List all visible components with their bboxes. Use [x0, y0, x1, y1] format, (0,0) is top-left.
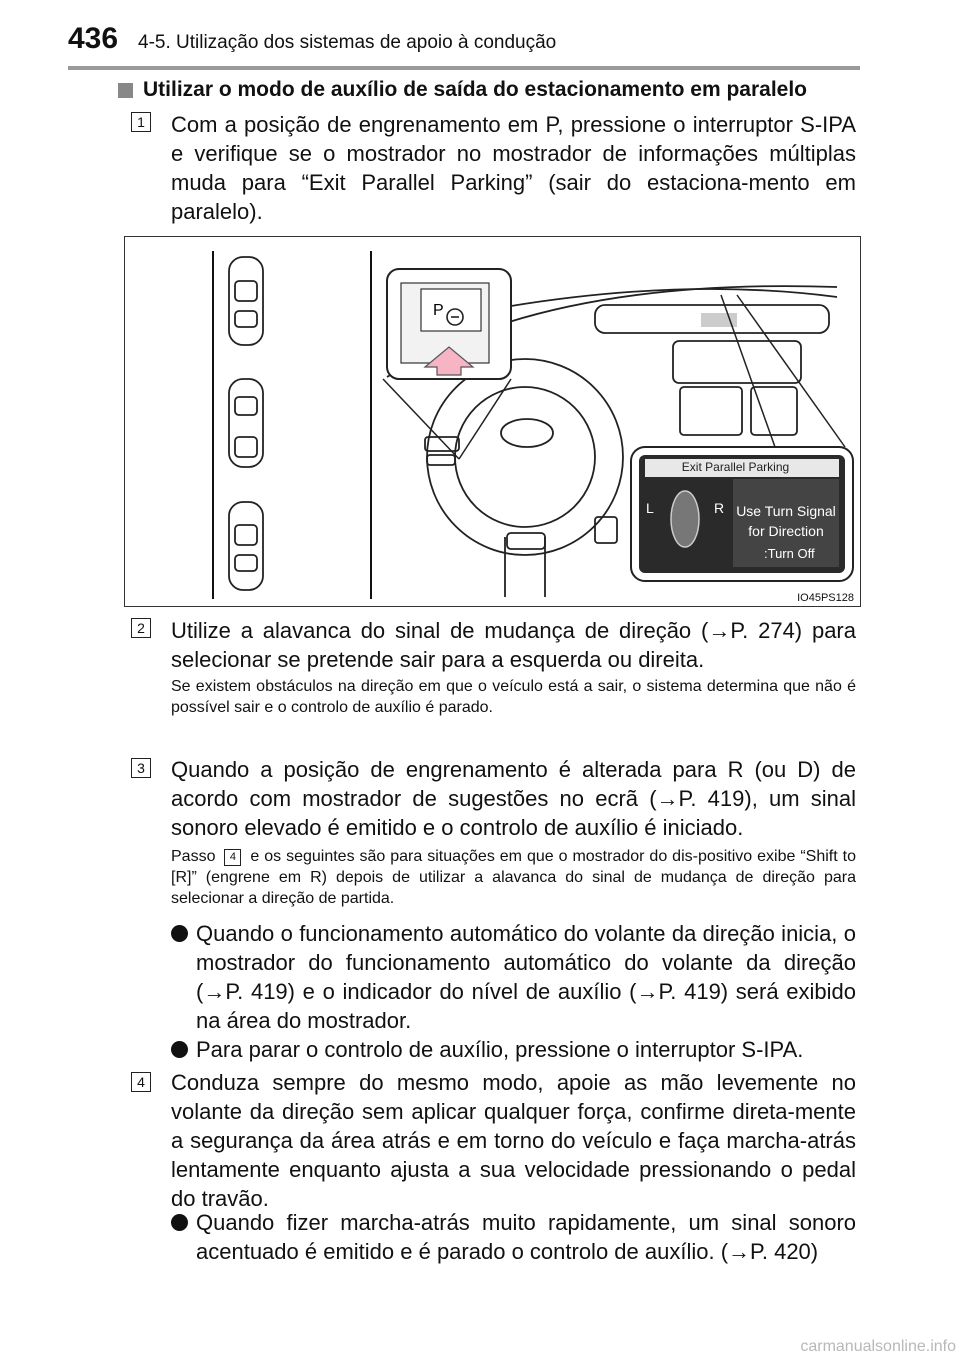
section-title-text: Utilizar o modo de auxílio de saída do estacionamento em paralelo [143, 78, 807, 101]
note-prefix: Passo [171, 848, 216, 865]
step-3-note [171, 846, 856, 909]
note-step-ref: 4 [224, 849, 241, 866]
bullet-dot-icon [171, 1041, 188, 1058]
step-number-4: 4 [131, 1072, 151, 1092]
step-number-1: 1 [131, 112, 151, 132]
switch-p-label: P [433, 302, 444, 319]
bullet-text: Para parar o controlo de auxílio, pressione o interruptor S-IPA. [196, 1037, 804, 1062]
note-rest: e os seguintes são para situações em que o mostrador do dis-positivo exibe “Shift to [R]” (engrene em R) depois de utilizar a alavanca do sinal de mudança de direção para selecionar a direção de partida. [171, 848, 856, 907]
step-number-2: 2 [131, 618, 151, 638]
step-3-text: Quando a posição de engrenamento é alterada para R (ou D) de acordo com mostrador de sugestões no ecrã (→P. 419), um sinal sonoro elevado é emitido e o controlo de auxílio é iniciado. [171, 757, 856, 840]
list-item [171, 1035, 856, 1064]
step-4-text: Conduza sempre do mesmo modo, apoie as mão levemente no volante da direção sem aplicar qualquer força, confirme direta-mente a segurança da área atrás e em torno do veículo e faça marcha-atrás lentamente enquanto ajusta a sua velocidade pressionando o pedal do travão. [171, 1070, 856, 1211]
step-number-3: 3 [131, 758, 151, 778]
bullet-text: Quando fizer marcha-atrás muito rapidamente, um sinal sonoro acentuado é emitido e é parado o controlo de auxílio. (→P. 420) [196, 1210, 856, 1264]
page-number: 436 [68, 22, 119, 55]
bullet-dot-icon [171, 1214, 188, 1231]
step-2-text: Utilize a alavanca do sinal de mudança de direção (→P. 274) para selecionar se pretende sair para a esquerda ou direita. [171, 618, 856, 672]
square-bullet-icon [118, 83, 133, 98]
chapter-title: 4-5. Utilização dos sistemas de apoio à condução [138, 32, 557, 53]
figure-code: IO45PS128 [797, 592, 854, 604]
list-item [171, 919, 856, 1035]
display-title: Exit Parallel Parking [681, 460, 790, 474]
display-message-line1: Use Turn Signal [736, 503, 836, 519]
display-message-line2: for Direction [748, 523, 824, 539]
step-2-note: Se existem obstáculos na direção em que o veículo está a sair, o sistema determina que não é possível sair e o controlo de auxílio é parado. [171, 678, 856, 716]
list-item [171, 1208, 856, 1266]
display-left-label: L [646, 500, 654, 516]
dashboard-drawing [125, 237, 862, 608]
footer-watermark: carmanualsonline.info [800, 1338, 956, 1355]
bullet-dot-icon [171, 925, 188, 942]
bullet-text: Quando o funcionamento automático do volante da direção inicia, o mostrador do funcionamento automático do volante da direção (→P. 419) e o indicador do nível de auxílio (→P. 419) será exibido na área do mostrador. [196, 921, 856, 1033]
display-turn-off: :Turn Off [764, 546, 815, 561]
header-divider [68, 66, 860, 70]
display-right-label: R [714, 500, 725, 516]
dashboard-illustration [124, 236, 861, 607]
section-heading [118, 78, 807, 102]
step-1-text: Com a posição de engrenamento em P, pressione o interruptor S-IPA e verifique se o mostrador no mostrador de informações múltiplas muda para “Exit Parallel Parking” (sair do estaciona-mento em paralelo). [171, 112, 856, 224]
